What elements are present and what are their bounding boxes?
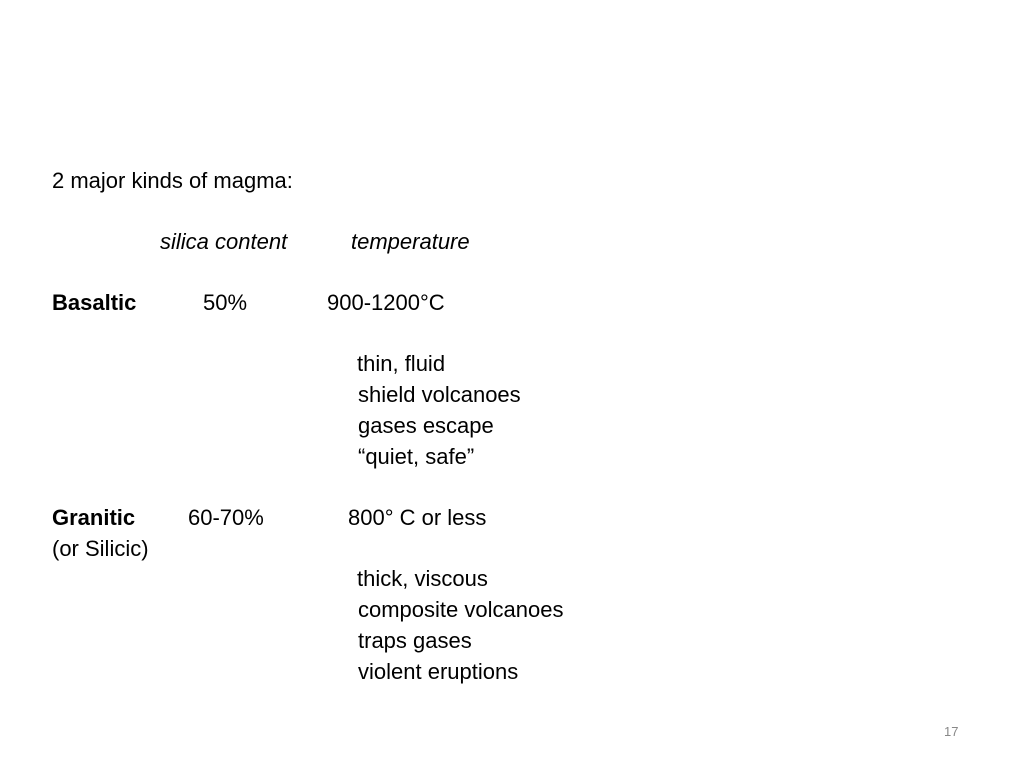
basaltic-trait: thin, fluid xyxy=(357,351,446,376)
granitic-label: Granitic xyxy=(52,505,136,530)
granitic-alt-label: (or Silicic) xyxy=(52,536,149,561)
granitic-trait: thick, viscous xyxy=(357,566,488,591)
granitic-trait: composite volcanoes xyxy=(358,597,564,622)
granitic-trait: violent eruptions xyxy=(358,659,519,684)
basaltic-silica: 50% xyxy=(203,290,248,315)
granitic-temperature: 800° C or less xyxy=(348,505,487,530)
basaltic-trait: shield volcanoes xyxy=(358,382,521,407)
basaltic-temperature: 900-1200°C xyxy=(327,290,445,315)
header-silica-content: silica content xyxy=(160,229,288,254)
page-number: 17 xyxy=(944,724,959,739)
granitic-silica: 60-70% xyxy=(188,505,264,530)
basaltic-label: Basaltic xyxy=(52,290,137,315)
granitic-trait: traps gases xyxy=(358,628,472,653)
basaltic-trait: “quiet, safe” xyxy=(358,444,475,469)
intro-text: 2 major kinds of magma: xyxy=(52,168,293,193)
basaltic-trait: gases escape xyxy=(358,413,494,438)
header-temperature: temperature xyxy=(351,229,470,254)
